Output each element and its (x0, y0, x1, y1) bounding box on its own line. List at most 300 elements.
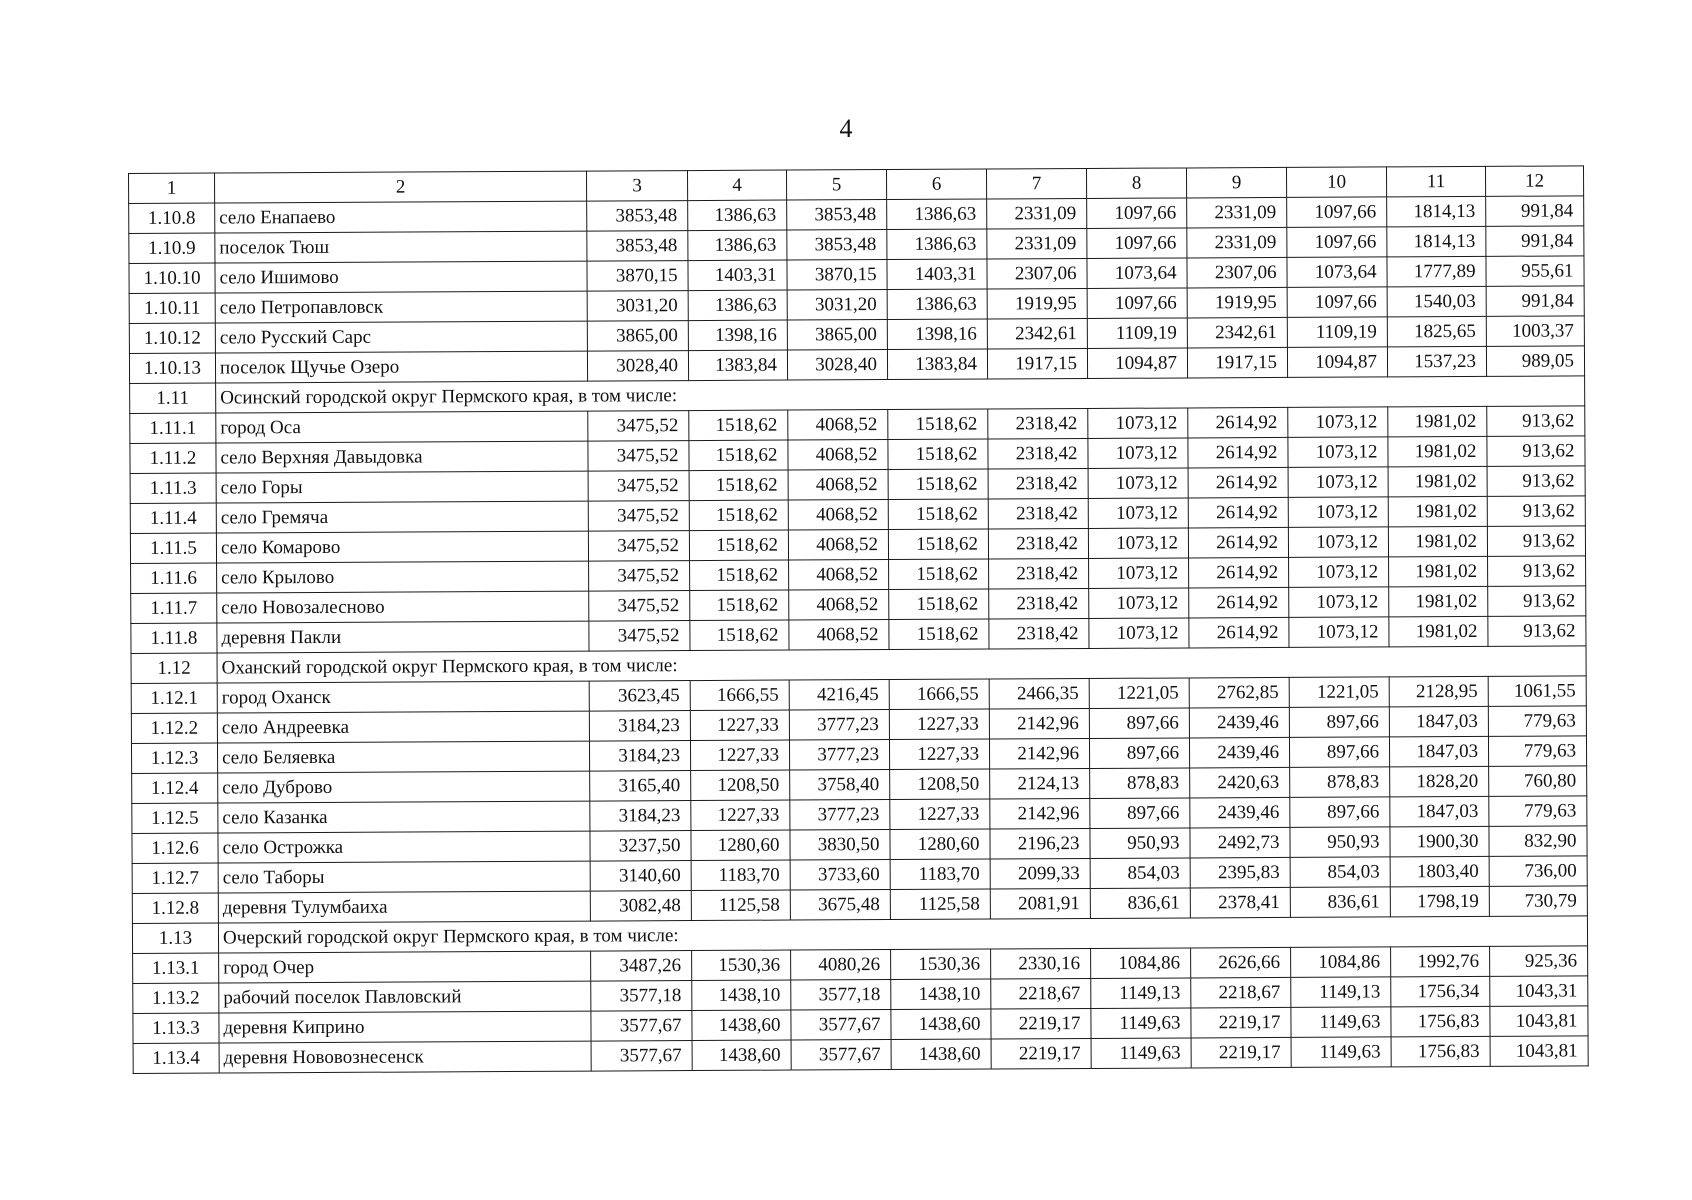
value-cell: 1981,02 (1389, 586, 1488, 617)
settlement-name: село Новозалесново (217, 591, 589, 623)
value-cell: 1798,19 (1390, 886, 1489, 917)
row-code: 1.11.2 (130, 443, 216, 473)
row-code: 1.10.10 (129, 263, 215, 293)
value-cell: 2614,92 (1188, 467, 1288, 498)
value-cell: 2492,73 (1190, 827, 1290, 858)
group-title: Оханский городской округ Пермского края, в том числе: (217, 646, 1586, 683)
column-number: 4 (687, 170, 786, 201)
value-cell: 1073,12 (1288, 437, 1388, 468)
value-cell: 1073,64 (1287, 257, 1387, 288)
value-cell: 3475,52 (588, 501, 689, 532)
value-cell: 760,80 (1489, 766, 1587, 797)
value-cell: 1398,16 (688, 320, 787, 351)
value-cell: 1043,81 (1490, 1036, 1588, 1067)
value-cell: 2466,35 (989, 678, 1089, 709)
row-code: 1.11 (130, 383, 216, 413)
column-number: 9 (1186, 167, 1286, 198)
value-cell: 913,62 (1488, 616, 1586, 647)
row-code: 1.11.5 (130, 533, 216, 563)
value-cell: 4068,52 (789, 620, 889, 651)
row-code: 1.12.3 (131, 743, 217, 773)
value-cell: 2142,96 (990, 798, 1090, 829)
value-cell: 1073,12 (1289, 557, 1389, 588)
value-cell: 3184,23 (589, 711, 690, 742)
value-cell: 3577,67 (791, 1010, 891, 1041)
value-cell: 1280,60 (890, 829, 990, 860)
value-cell: 1221,05 (1089, 678, 1189, 709)
value-cell: 3184,23 (590, 801, 691, 832)
value-cell: 3487,26 (591, 951, 692, 982)
value-cell: 913,62 (1488, 556, 1586, 587)
value-cell: 1518,62 (888, 469, 988, 500)
value-cell: 1383,84 (887, 349, 987, 380)
table-row (133, 1036, 1588, 1074)
value-cell: 1981,02 (1388, 466, 1487, 497)
value-cell: 3865,00 (587, 321, 688, 352)
value-cell: 1227,33 (690, 710, 789, 741)
row-code: 1.13.1 (133, 953, 219, 983)
value-cell: 1073,12 (1088, 438, 1188, 469)
value-cell: 2439,46 (1190, 797, 1290, 828)
value-cell: 4068,52 (788, 530, 888, 561)
value-cell: 913,62 (1487, 436, 1585, 467)
value-cell: 3165,40 (590, 771, 691, 802)
value-cell: 836,61 (1090, 888, 1190, 919)
value-cell: 2342,61 (987, 318, 1087, 349)
value-cell: 3237,50 (590, 831, 691, 862)
value-cell: 2307,06 (987, 258, 1087, 289)
value-cell: 2395,83 (1190, 857, 1290, 888)
value-cell: 1227,33 (690, 740, 789, 771)
value-cell: 3577,67 (791, 1040, 891, 1071)
value-cell: 2218,67 (1191, 977, 1291, 1008)
value-cell: 1981,02 (1388, 496, 1487, 527)
value-cell: 2318,42 (988, 468, 1088, 499)
column-number: 2 (215, 171, 587, 203)
settlement-name: село Комарово (216, 531, 588, 563)
value-cell: 2318,42 (988, 438, 1088, 469)
settlement-name: село Беляевка (217, 741, 589, 773)
column-number: 1 (129, 173, 215, 203)
value-cell: 1097,66 (1087, 288, 1187, 319)
settlement-name: поселок Щучье Озеро (215, 351, 587, 383)
value-cell: 1149,13 (1291, 977, 1391, 1008)
value-cell: 4080,26 (791, 950, 891, 981)
value-cell: 779,63 (1488, 706, 1586, 737)
value-cell: 1073,12 (1088, 498, 1188, 529)
value-cell: 2762,85 (1189, 677, 1289, 708)
value-cell: 2331,09 (1187, 197, 1287, 228)
settlement-name: село Енапаево (215, 201, 587, 233)
value-cell: 3870,15 (587, 261, 688, 292)
value-cell: 1438,60 (891, 1039, 991, 1070)
value-cell: 897,66 (1090, 798, 1190, 829)
value-cell: 1094,87 (1087, 348, 1187, 379)
settlement-name: село Казанка (218, 801, 590, 833)
value-cell: 1981,02 (1388, 526, 1487, 557)
value-cell: 3777,23 (790, 800, 890, 831)
row-code: 1.11.8 (131, 623, 217, 653)
value-cell: 1847,03 (1389, 736, 1488, 767)
value-cell: 1518,62 (888, 529, 988, 560)
value-cell: 1073,12 (1288, 527, 1388, 558)
row-code: 1.11.3 (130, 473, 216, 503)
value-cell: 1530,36 (692, 950, 791, 981)
value-cell: 4216,45 (789, 680, 889, 711)
value-cell: 1518,62 (689, 470, 788, 501)
value-cell: 989,05 (1486, 346, 1584, 377)
value-cell: 2342,61 (1187, 317, 1287, 348)
value-cell: 1097,66 (1287, 227, 1387, 258)
value-cell: 2331,09 (1187, 227, 1287, 258)
value-cell: 2318,42 (989, 618, 1089, 649)
value-cell: 878,83 (1290, 767, 1390, 798)
value-cell: 2378,41 (1190, 887, 1290, 918)
value-cell: 2318,42 (988, 498, 1088, 529)
value-cell: 3475,52 (588, 441, 689, 472)
value-cell: 1666,55 (690, 680, 789, 711)
value-cell: 2142,96 (989, 738, 1089, 769)
value-cell: 1518,62 (689, 500, 788, 531)
value-cell: 913,62 (1488, 586, 1586, 617)
value-cell: 4068,52 (789, 590, 889, 621)
value-cell: 2219,17 (1191, 1037, 1291, 1068)
value-cell: 1518,62 (689, 440, 788, 471)
value-cell: 1666,55 (889, 679, 989, 710)
table-body (129, 166, 1589, 1074)
row-code: 1.12.8 (132, 893, 218, 923)
value-cell: 1756,34 (1391, 976, 1490, 1007)
value-cell: 2124,13 (990, 768, 1090, 799)
value-cell: 1540,03 (1387, 286, 1486, 317)
value-cell: 1386,63 (887, 289, 987, 320)
column-number: 3 (586, 171, 687, 202)
value-cell: 1981,02 (1389, 616, 1488, 647)
value-cell: 1992,76 (1391, 946, 1490, 977)
value-cell: 1208,50 (890, 769, 990, 800)
row-code: 1.11.6 (131, 563, 217, 593)
value-cell: 1097,66 (1287, 287, 1387, 318)
value-cell: 1919,95 (1187, 287, 1287, 318)
value-cell: 1537,23 (1387, 346, 1486, 377)
row-code: 1.11.1 (130, 413, 216, 443)
value-cell: 1073,12 (1088, 468, 1188, 499)
settlement-name: город Оса (216, 411, 588, 443)
value-cell: 2196,23 (990, 828, 1090, 859)
value-cell: 2420,63 (1190, 767, 1290, 798)
column-number: 10 (1286, 167, 1386, 198)
value-cell: 1518,62 (889, 589, 989, 620)
value-cell: 897,66 (1290, 797, 1390, 828)
value-cell: 779,63 (1488, 736, 1586, 767)
value-cell: 3475,52 (588, 531, 689, 562)
value-cell: 832,90 (1489, 826, 1587, 857)
settlement-name: село Горы (216, 471, 588, 503)
value-cell: 1438,60 (692, 1040, 791, 1071)
settlement-name: рабочий поселок Павловский (219, 981, 591, 1013)
value-cell: 1227,33 (890, 799, 990, 830)
value-cell: 2219,17 (991, 1008, 1091, 1039)
value-cell: 1125,58 (890, 889, 990, 920)
value-cell: 1003,37 (1486, 316, 1584, 347)
value-cell: 1386,63 (688, 230, 787, 261)
row-code: 1.11.7 (131, 593, 217, 623)
value-cell: 1073,64 (1087, 258, 1187, 289)
value-cell: 1149,63 (1291, 1037, 1391, 1068)
value-cell: 1073,12 (1089, 558, 1189, 589)
value-cell: 1073,12 (1288, 467, 1388, 498)
value-cell: 1814,13 (1387, 226, 1486, 257)
row-code: 1.10.13 (129, 353, 215, 383)
value-cell: 1221,05 (1289, 677, 1389, 708)
value-cell: 1043,81 (1490, 1006, 1588, 1037)
value-cell: 2318,42 (989, 588, 1089, 619)
value-cell: 1438,10 (692, 980, 791, 1011)
value-cell: 1756,83 (1391, 1036, 1490, 1067)
value-cell: 1183,70 (890, 859, 990, 890)
value-cell: 878,83 (1090, 768, 1190, 799)
value-cell: 854,03 (1090, 858, 1190, 889)
group-title: Осинский городской округ Пермского края, в том числе: (216, 376, 1585, 413)
value-cell: 3830,50 (790, 830, 890, 861)
row-code: 1.10.8 (129, 203, 215, 233)
value-cell: 1981,02 (1389, 556, 1488, 587)
value-cell: 991,84 (1486, 226, 1584, 257)
value-cell: 1073,12 (1288, 497, 1388, 528)
value-cell: 3475,52 (589, 621, 690, 652)
row-code: 1.13.2 (133, 983, 219, 1013)
value-cell: 836,61 (1290, 887, 1390, 918)
value-cell: 3475,52 (588, 411, 689, 442)
value-cell: 1518,62 (888, 499, 988, 530)
value-cell: 2307,06 (1187, 257, 1287, 288)
row-code: 1.10.11 (129, 293, 215, 323)
value-cell: 2318,42 (989, 558, 1089, 589)
settlement-name: село Острожка (218, 831, 590, 863)
value-cell: 779,63 (1489, 796, 1587, 827)
row-code: 1.10.9 (129, 233, 215, 263)
value-cell: 1061,55 (1488, 676, 1586, 707)
value-cell: 1777,89 (1387, 256, 1486, 287)
row-code: 1.12.6 (132, 833, 218, 863)
value-cell: 3777,23 (789, 710, 889, 741)
value-cell: 2614,92 (1188, 407, 1288, 438)
value-cell: 2439,46 (1189, 737, 1289, 768)
value-cell: 1084,86 (1091, 948, 1191, 979)
value-cell: 3031,20 (787, 290, 887, 321)
settlement-name: село Ишимово (215, 261, 587, 293)
value-cell: 1386,63 (688, 200, 787, 231)
value-cell: 736,00 (1489, 856, 1587, 887)
settlement-name: село Петропавловск (215, 291, 587, 323)
value-cell: 3028,40 (787, 350, 887, 381)
column-number: 12 (1485, 166, 1583, 197)
row-code: 1.12.5 (132, 803, 218, 833)
value-cell: 2099,33 (990, 858, 1090, 889)
value-cell: 854,03 (1290, 857, 1390, 888)
value-cell: 2128,95 (1389, 676, 1488, 707)
settlement-name: деревня Нововознесенск (219, 1041, 591, 1073)
column-number: 7 (986, 168, 1086, 199)
value-cell: 3853,48 (587, 231, 688, 262)
value-cell: 2626,66 (1191, 947, 1291, 978)
value-cell: 1814,13 (1387, 196, 1486, 227)
row-code: 1.13.4 (133, 1043, 219, 1073)
value-cell: 3577,67 (591, 1041, 692, 1072)
value-cell: 2614,92 (1188, 437, 1288, 468)
column-number: 5 (786, 170, 886, 201)
value-cell: 1073,12 (1088, 408, 1188, 439)
value-cell: 1518,62 (689, 530, 788, 561)
settlement-name: село Андреевка (217, 711, 589, 743)
value-cell: 950,93 (1290, 827, 1390, 858)
row-code: 1.13 (132, 923, 218, 953)
tariff-table (128, 165, 1589, 1074)
value-cell: 1825,65 (1387, 316, 1486, 347)
value-cell: 1403,31 (887, 259, 987, 290)
row-code: 1.12.2 (131, 713, 217, 743)
value-cell: 1981,02 (1388, 406, 1487, 437)
value-cell: 3028,40 (587, 351, 688, 382)
value-cell: 3777,23 (789, 740, 889, 771)
value-cell: 1109,19 (1087, 318, 1187, 349)
value-cell: 1803,40 (1390, 856, 1489, 887)
settlement-name: город Очер (219, 951, 591, 983)
value-cell: 1097,66 (1087, 198, 1187, 229)
value-cell: 1919,95 (987, 288, 1087, 319)
value-cell: 3675,48 (790, 890, 890, 921)
value-cell: 3184,23 (589, 741, 690, 772)
value-cell: 3475,52 (588, 471, 689, 502)
value-cell: 3733,60 (790, 860, 890, 891)
value-cell: 1828,20 (1390, 766, 1489, 797)
value-cell: 1084,86 (1291, 947, 1391, 978)
value-cell: 1227,33 (691, 800, 790, 831)
value-cell: 1073,12 (1088, 528, 1188, 559)
value-cell: 1208,50 (691, 770, 790, 801)
value-cell: 3853,48 (787, 230, 887, 261)
value-cell: 3577,18 (791, 980, 891, 1011)
settlement-name: село Гремяча (216, 501, 588, 533)
value-cell: 2614,92 (1188, 527, 1288, 558)
value-cell: 897,66 (1089, 708, 1189, 739)
row-code: 1.12.7 (132, 863, 218, 893)
value-cell: 1073,12 (1289, 587, 1389, 618)
value-cell: 1073,12 (1089, 618, 1189, 649)
value-cell: 1227,33 (889, 739, 989, 770)
row-code: 1.10.12 (129, 323, 215, 353)
value-cell: 897,66 (1289, 707, 1389, 738)
value-cell: 1280,60 (691, 830, 790, 861)
value-cell: 1073,12 (1289, 617, 1389, 648)
column-number: 11 (1386, 166, 1485, 197)
column-number: 8 (1086, 168, 1186, 199)
value-cell: 3475,52 (589, 561, 690, 592)
value-cell: 2614,92 (1188, 497, 1288, 528)
value-cell: 3865,00 (787, 320, 887, 351)
value-cell: 897,66 (1089, 738, 1189, 769)
value-cell: 1518,62 (888, 409, 988, 440)
value-cell: 730,79 (1489, 886, 1587, 917)
value-cell: 1227,33 (889, 709, 989, 740)
value-cell: 2081,91 (990, 888, 1090, 919)
value-cell: 1073,12 (1288, 407, 1388, 438)
value-cell: 1756,83 (1391, 1006, 1490, 1037)
value-cell: 1518,62 (889, 619, 989, 650)
value-cell: 1094,87 (1287, 347, 1387, 378)
value-cell: 1917,15 (987, 348, 1087, 379)
value-cell: 1149,63 (1091, 1038, 1191, 1069)
value-cell: 2331,09 (987, 198, 1087, 229)
value-cell: 3577,18 (591, 981, 692, 1012)
value-cell: 1125,58 (691, 890, 790, 921)
value-cell: 4068,52 (788, 410, 888, 441)
value-cell: 991,84 (1486, 286, 1584, 317)
value-cell: 2439,46 (1189, 707, 1289, 738)
value-cell: 1438,60 (891, 1009, 991, 1040)
value-cell: 1530,36 (891, 949, 991, 980)
settlement-name: поселок Тюш (215, 231, 587, 263)
value-cell: 1149,63 (1291, 1007, 1391, 1038)
value-cell: 3853,48 (787, 200, 887, 231)
row-code: 1.12 (131, 653, 217, 683)
value-cell: 1438,60 (692, 1010, 791, 1041)
value-cell: 3623,45 (589, 681, 690, 712)
value-cell: 2219,17 (991, 1038, 1091, 1069)
settlement-name: деревня Киприно (219, 1011, 591, 1043)
group-title: Очерский городской округ Пермского края, в том числе: (218, 916, 1587, 953)
value-cell: 3031,20 (587, 291, 688, 322)
settlement-name: деревня Пакли (217, 621, 589, 653)
value-cell: 4068,52 (788, 500, 888, 531)
value-cell: 2318,42 (988, 528, 1088, 559)
row-code: 1.12.1 (131, 683, 217, 713)
value-cell: 1518,62 (689, 410, 788, 441)
value-cell: 1981,02 (1388, 436, 1487, 467)
settlement-name: село Русский Сарс (215, 321, 587, 353)
settlement-name: село Дуброво (218, 771, 590, 803)
value-cell: 991,84 (1486, 196, 1584, 227)
value-cell: 1383,84 (688, 350, 787, 381)
value-cell: 1847,03 (1390, 796, 1489, 827)
value-cell: 1097,66 (1087, 228, 1187, 259)
settlement-name: село Крылово (217, 561, 589, 593)
value-cell: 1403,31 (688, 260, 787, 291)
row-code: 1.12.4 (132, 773, 218, 803)
value-cell: 1097,66 (1287, 197, 1387, 228)
row-code: 1.11.4 (130, 503, 216, 533)
value-cell: 1518,62 (690, 560, 789, 591)
value-cell: 2614,92 (1189, 587, 1289, 618)
value-cell: 913,62 (1487, 466, 1585, 497)
value-cell: 2218,67 (991, 978, 1091, 1009)
settlement-name: деревня Тулумбаиха (218, 891, 590, 923)
value-cell: 3577,67 (591, 1011, 692, 1042)
value-cell: 3475,52 (589, 591, 690, 622)
value-cell: 1518,62 (888, 439, 988, 470)
value-cell: 2330,16 (991, 948, 1091, 979)
value-cell: 1917,15 (1187, 347, 1287, 378)
value-cell: 955,61 (1486, 256, 1584, 287)
settlement-name: село Таборы (218, 861, 590, 893)
value-cell: 2614,92 (1189, 617, 1289, 648)
value-cell: 1900,30 (1390, 826, 1489, 857)
value-cell: 3140,60 (590, 861, 691, 892)
settlement-name: село Верхняя Давыдовка (216, 441, 588, 473)
page-number: 4 (839, 114, 853, 143)
value-cell: 2331,09 (987, 228, 1087, 259)
value-cell: 4068,52 (788, 440, 888, 471)
